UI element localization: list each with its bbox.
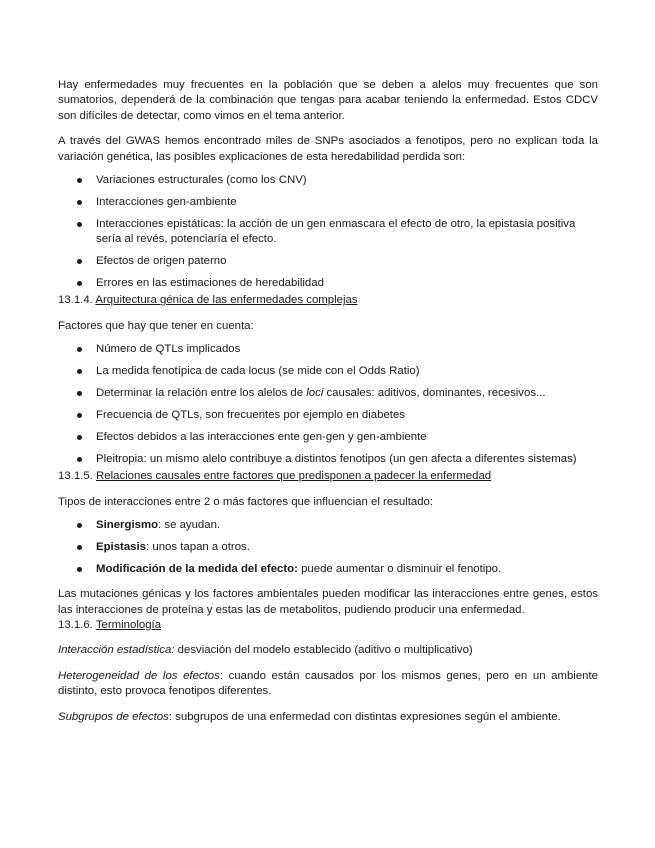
list-item-text: Pleitropia: un mismo alelo contribuye a distintos fenotipos (un gen afecta a diferentes sistemas): [96, 452, 577, 465]
section-title: Relaciones causales entre factores que predisponen a padecer la enfermedad: [96, 470, 492, 483]
list-item: [58, 430, 598, 445]
bullet-icon: [77, 178, 82, 183]
bullet-icon: [77, 391, 82, 396]
separator: :: [158, 519, 165, 532]
document-page: [58, 78, 598, 735]
bullet-icon: [77, 413, 82, 418]
section-title: Arquitectura génica de las enfermedades complejas: [95, 294, 358, 307]
term-description: desviación del modelo establecido (aditivo o multiplicativo): [174, 644, 473, 657]
missing-heritability-list: [58, 173, 598, 291]
bullet-icon: [77, 281, 82, 286]
italic-term: Heterogeneidad de los efectos: [58, 669, 220, 682]
section-heading-13-1-5: [58, 469, 598, 484]
bold-term: Sinergismo: [96, 519, 159, 532]
bold-term: Modificación de la medida del efecto:: [96, 562, 298, 575]
term-definition: [58, 643, 598, 658]
list-item: [58, 540, 598, 555]
paragraph-gwas: A través del GWAS hemos encontrado miles de SNPs asociados a fenotipos, pero no explican toda la variación genética, las posibles explicaciones de esta heredabilidad perdida son:: [58, 135, 598, 163]
list-item-text: puede aumentar o disminuir el fenotipo.: [301, 562, 502, 575]
italic-term: Interacción estadística:: [58, 644, 175, 657]
list-item: [58, 364, 598, 379]
list-item-text: Número de QTLs implicados: [96, 343, 241, 356]
paragraph-factors: Factores que hay que tener en cuenta:: [58, 319, 254, 332]
bullet-icon: [77, 567, 82, 572]
bullet-icon: [77, 347, 82, 352]
term-definition: [58, 669, 598, 700]
bullet-icon: [77, 435, 82, 440]
factors-list: [58, 342, 598, 467]
list-item: [58, 217, 598, 248]
list-item: [58, 452, 598, 467]
list-item: [58, 276, 598, 291]
list-item-text: unos tapan a otros.: [152, 540, 250, 553]
bullet-icon: [77, 545, 82, 550]
interaction-types-list: [58, 518, 598, 577]
italic-term: loci: [306, 387, 324, 400]
list-item: [58, 518, 598, 533]
section-title: Terminología: [95, 619, 162, 632]
paragraph-interaction-types: Tipos de interacciones entre 2 o más factores que influencian el resultado:: [58, 495, 434, 508]
list-item: [58, 562, 598, 577]
bullet-icon: [77, 369, 82, 374]
bold-term: Epistasis: [96, 540, 147, 553]
list-item-text: causales: aditivos, dominantes, recesivos...: [323, 387, 546, 400]
bullet-icon: [77, 259, 82, 264]
list-item: [58, 254, 598, 269]
list-item-text: Interacciones gen-ambiente: [96, 195, 237, 208]
bullet-icon: [77, 457, 82, 462]
list-item-text: Interacciones epistáticas: la acción de un gen enmascara el efecto de otro, la epistasia positiva sería al revés, potenciaría el efecto.: [96, 217, 576, 246]
list-item-text: Errores en las estimaciones de heredabilidad: [96, 277, 324, 290]
term-description: : cuando están causados por los mismos genes, pero en un ambiente distinto, esto provoca fenotipos diferentes.: [58, 669, 598, 698]
list-item-text: Variaciones estructurales (como los CNV): [96, 174, 307, 187]
bullet-icon: [77, 200, 82, 205]
list-item: [58, 386, 598, 401]
list-item-text: Determinar la relación entre los alelos de: [96, 387, 307, 400]
list-item: [58, 173, 598, 188]
list-item-text: Efectos de origen paterno: [96, 255, 227, 268]
list-item: [58, 408, 598, 423]
term-description: : subgrupos de una enfermedad con distintas expresiones según el ambiente.: [168, 710, 561, 723]
section-heading-13-1-4: [58, 293, 598, 308]
list-item-text: se ayudan.: [164, 519, 221, 532]
separator: :: [146, 540, 153, 553]
list-item: [58, 342, 598, 357]
section-number: 13.1.5.: [58, 470, 93, 483]
list-item: [58, 195, 598, 210]
section-number: 13.1.4.: [58, 294, 93, 307]
italic-term: Subgrupos de efectos: [58, 710, 169, 723]
bullet-icon: [77, 523, 82, 528]
bullet-icon: [77, 222, 82, 227]
section-number: 13.1.6.: [58, 619, 93, 632]
paragraph-cdcv: Hay enfermedades muy frecuentes en la población que se deben a alelos muy frecuentes que son sumatorios, dependerá de la combinación que tengas para acabar teniendo la enfermedad. Estos CDCV son difíciles de detectar, como vimos en el tema anterior.: [58, 79, 598, 122]
term-definition: [58, 710, 598, 725]
paragraph-mutations: Las mutaciones génicas y los factores ambientales pueden modificar las interacciones entre genes, estos las interacciones de proteína y estas las de metabolitos, pudiendo producir una enfermedad.: [58, 588, 598, 616]
list-item-text: Frecuencia de QTLs, son frecuentes por ejemplo en diabetes: [96, 409, 405, 421]
list-item-text: La medida fenotípica de cada locus (se mide con el Odds Ratio): [96, 365, 420, 378]
list-item-text: Efectos debidos a las interacciones ente gen-gen y gen-ambiente: [96, 430, 427, 443]
section-heading-13-1-6: [58, 618, 598, 633]
